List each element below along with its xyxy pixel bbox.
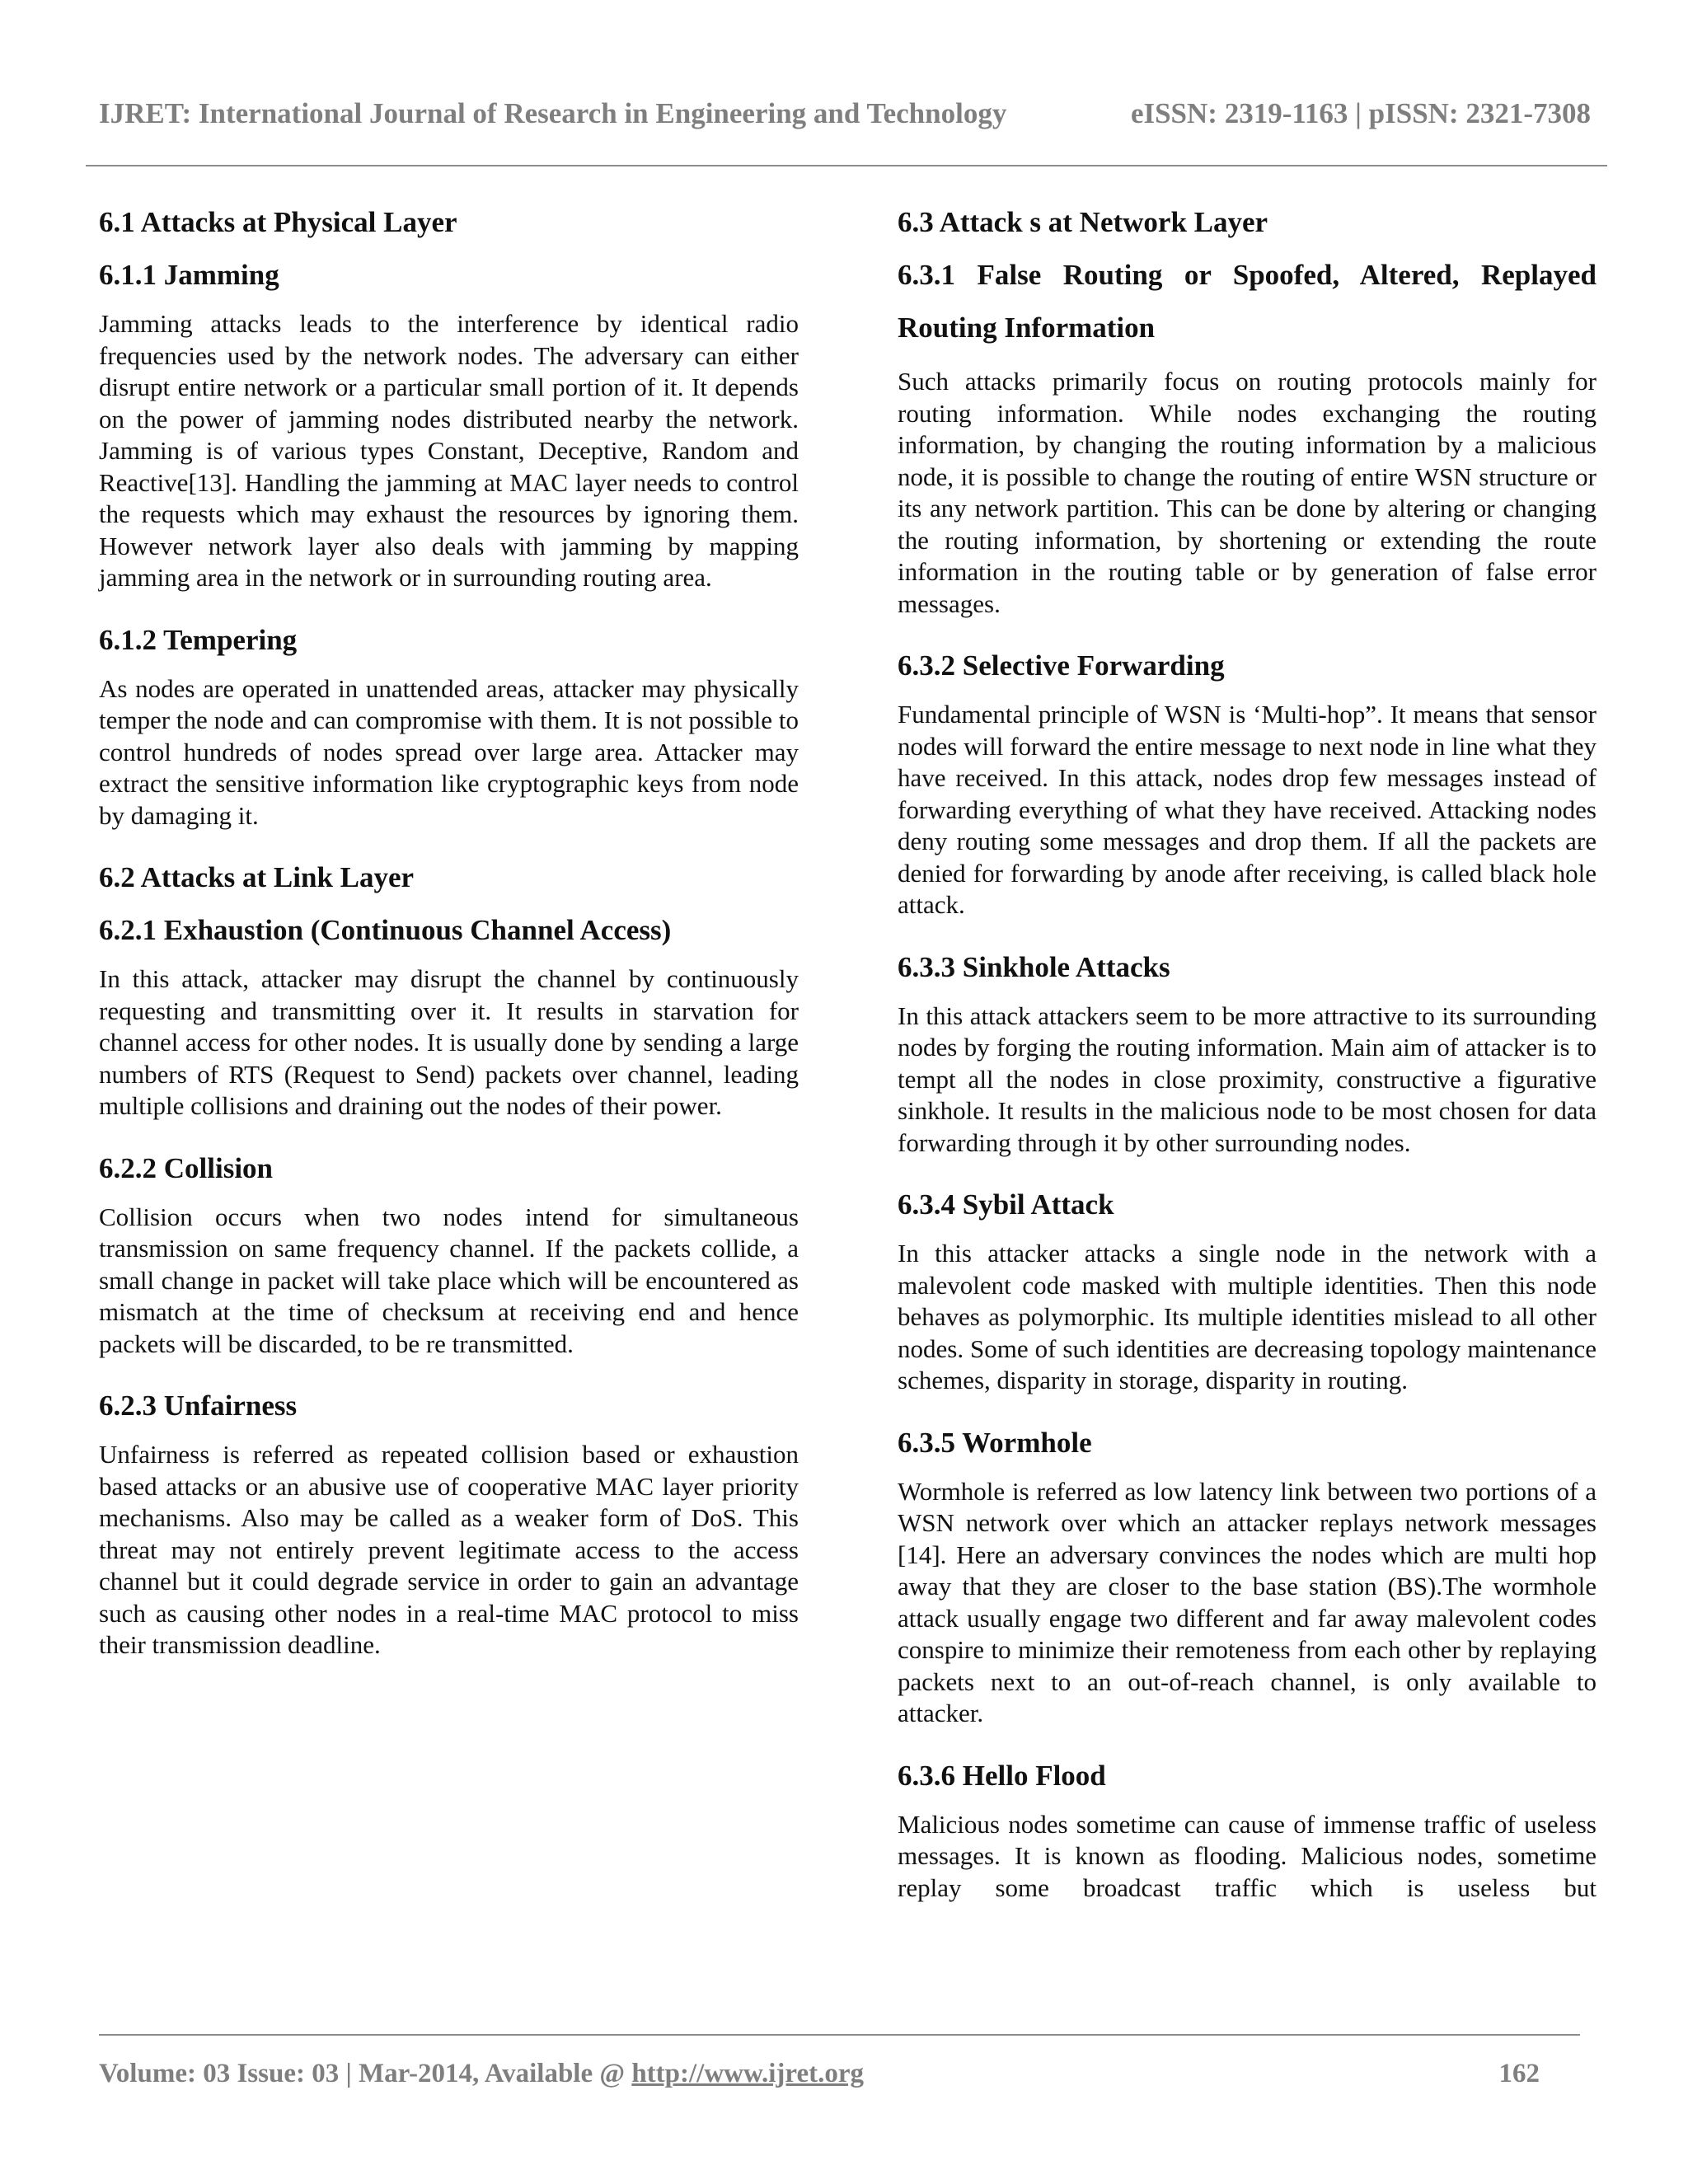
page-number: 162 (1498, 2059, 1540, 2088)
section-6-1-2-heading: 6.1.2 Tempering (99, 623, 298, 656)
section-6-3-6-heading: 6.3.6 Hello Flood (898, 1759, 1106, 1792)
section-6-2-2-paragraph: Collision occurs when two nodes intend for simultaneous transmission on same frequency channel. If the packets collide, a small change in packet will take place which will be encountered as mismatch at the time of checksum at receiving end and hence packets will be discarded, to be re transmitted. (99, 1202, 799, 1358)
section-6-1-heading: 6.1 Attacks at Physical Layer (99, 206, 457, 238)
section-6-3-4-paragraph: In this attacker attacks a single node in the network with a malevolent code masked with multiple identities. Then this node behaves as polymorphic. Its multiple identities mislead to all other nodes. Some of such identities are decreasing topology maintenance schemes, disparity in storage, disparity in routing. (898, 1239, 1597, 1394)
section-6-3-3-paragraph: In this attack attackers seem to be more attractive to its surrounding nodes by forging the routing information. Main aim of attacker is to tempt all the nodes in close proximity, constructive a figurative sinkhole. It results in the malicious node to be most chosen for data forwarding through it by other surrounding nodes. (898, 1001, 1597, 1157)
section-6-3-4-heading: 6.3.4 Sybil Attack (898, 1188, 1114, 1221)
section-6-2-3-heading: 6.2.3 Unfairness (99, 1390, 298, 1422)
left-column (99, 206, 799, 1661)
section-6-3-5-paragraph: Wormhole is referred as low latency link between two portions of a WSN network over which an attacker replays network messages [14]. Here an adversary convinces the nodes which are multi hop away that they are closer to the base station (BS).The wormhole attack usually engage two different and far away malevolent codes conspire to minimize their remoteness from each other by replaying packets next to an out-of-reach channel, is only available to attacker. (898, 1476, 1597, 1727)
issn: eISSN: 2319-1163 | pISSN: 2321-7308 (1130, 97, 1591, 129)
section-6-1-1-paragraph: Jamming attacks leads to the interference by identical radio frequencies used by the network nodes. The adversary can either disrupt entire network or a particular small portion of it. It depends on the power of jamming nodes distributed nearby the network. Jamming is of various types Constant, Deceptive, Random and Reactive[13]. Handling the jamming at MAC layer needs to control the requests which may exhaust the resources by ignoring them. However network layer also deals with jamming by mapping jamming area in the network or in surrounding routing area. (99, 309, 799, 592)
journal-name: IJRET: International Journal of Research in Engineering and Technology (99, 97, 1007, 129)
section-6-1-1-heading: 6.1.1 Jamming (99, 259, 279, 291)
section-6-2-1-paragraph: In this attack, attacker may disrupt the channel by continuously requesting and transmitting over it. It results in starvation for channel access for other nodes. It is usually done by sending a large numbers of RTS (Request to Send) packets over channel, leading multiple collisions and draining out the nodes of their power. (99, 964, 799, 1120)
section-6-3-2-heading: 6.3.2 Selective Forwarding (898, 649, 1225, 682)
section-6-2-1-heading: 6.2.1 Exhaustion (Continuous Channel Access) (99, 914, 672, 946)
right-column (898, 206, 1597, 1904)
section-6-2-2-heading: 6.2.2 Collision (99, 1151, 274, 1184)
running-footer (99, 2059, 1540, 2089)
section-6-3-1-heading: 6.3.1 False Routing or Spoofed, Altered, Replayed Routing Information (898, 259, 1597, 344)
footer-volume-info (99, 2059, 864, 2089)
section-6-1-2-paragraph: As nodes are operated in unattended areas, attacker may physically temper the node and can compromise with them. It is not possible to control hundreds of nodes spread over large area. Attacker may extract the sensitive information like cryptographic keys from node by damaging it. (99, 673, 799, 830)
section-6-3-5-heading: 6.3.5 Wormhole (898, 1426, 1092, 1459)
volume-text: Volume: 03 Issue: 03 | Mar-2014, Available @ (99, 2059, 632, 2088)
footer-divider (99, 2034, 1580, 2036)
section-6-3-6-paragraph: Malicious nodes sometime can cause of immense traffic of useless messages. It is known as flooding. Malicious nodes, sometime replay some broadcast traffic which is useless but (898, 1809, 1597, 1902)
header-divider (86, 165, 1607, 166)
section-6-2-3-paragraph: Unfairness is referred as repeated collision based or exhaustion based attacks or an abusive use of cooperative MAC layer priority mechanisms. Also may be called as a weaker form of DoS. This threat may not entirely prevent legitimate access to the access channel but it could degrade service in order to gain an advantage such as causing other nodes in a real-time MAC protocol to miss their transmission deadline. (99, 1440, 799, 1659)
section-6-3-2-paragraph: Fundamental principle of WSN is ‘Multi-hop”. It means that sensor nodes will forward the entire message to next node in line what they have received. In this attack, nodes drop few messages instead of forwarding everything of what they have received. Attacking nodes deny routing some messages and drop them. If all the packets are denied for forwarding by anode after receiving, is called black hole attack. (898, 700, 1597, 919)
section-6-3-1-paragraph: Such attacks primarily focus on routing protocols mainly for routing information. While nodes exchanging the routing information, by changing the routing information by a malicious node, it is possible to change the routing of entire WSN structure or its any network partition. This can be done by altering or changing the routing information, by shortening or extending the route information in the routing table or by generation of false error messages. (898, 367, 1597, 618)
journal-link[interactable]: http://www.ijret.org (631, 2059, 864, 2088)
running-header (99, 97, 1591, 130)
section-6-2-heading: 6.2 Attacks at Link Layer (99, 861, 415, 893)
section-6-3-heading: 6.3 Attack s at Network Layer (898, 206, 1268, 238)
section-6-3-3-heading: 6.3.3 Sinkhole Attacks (898, 950, 1170, 983)
